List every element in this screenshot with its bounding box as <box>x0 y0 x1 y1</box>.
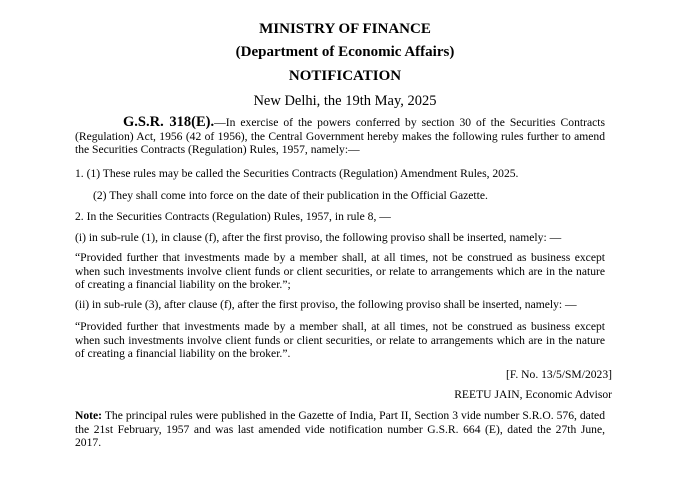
subrule-i: (i) in sub-rule (1), in clause (f), after the first proviso, the following proviso shall be inserted, namely: — <box>75 231 562 244</box>
note-paragraph <box>75 409 605 450</box>
dateline: New Delhi, the 19th May, 2025 <box>253 93 437 109</box>
rule-2: 2. In the Securities Contracts (Regulation) Rules, 1957, in rule 8, — <box>75 210 391 223</box>
department-title: (Department of Economic Affairs) <box>235 44 455 60</box>
intro-text: —In exercise of the powers conferred by section 30 of the Securities Contracts (Regulation) Act, 1956 (42 of 1956), the Central Government hereby makes the following rules further to amend the Securities Contracts (Regulation) Rules, 1957, namely:— <box>75 116 605 157</box>
proviso-i: “Provided further that investments made by a member shall, at all times, not be construed as business except when such investments involve client funds or client securities, or relate to arrangements which are in the nature of creating a financial liability on the broker.”; <box>75 251 605 292</box>
ministry-title: MINISTRY OF FINANCE <box>259 21 431 37</box>
intro-paragraph <box>75 116 605 157</box>
note-label: Note: <box>75 409 103 422</box>
signatory: REETU JAIN, Economic Advisor <box>454 388 612 401</box>
notification-title: NOTIFICATION <box>288 68 402 84</box>
file-number: [F. No. 13/5/SM/2023] <box>505 368 612 381</box>
subrule-ii: (ii) in sub-rule (3), after clause (f), after the first proviso, the following proviso shall be inserted, namely: — <box>75 298 577 311</box>
proviso-ii: “Provided further that investments made by a member shall, at all times, not be construed as business except when such investments involve client funds or client securities, or relate to arrangements which are in the nature of creating a financial liability on the broker.”. <box>75 320 605 361</box>
rule-1-1: 1. (1) These rules may be called the Securities Contracts (Regulation) Amendment Rules, 2025. <box>75 167 519 180</box>
rule-1-2: (2) They shall come into force on the date of their publication in the Official Gazette. <box>93 189 488 202</box>
gsr-number: G.S.R. 318(E). <box>123 114 215 130</box>
note-text: The principal rules were published in the Gazette of India, Part II, Section 3 vide number S.R.O. 576, dated the 21st February, 1957 and was last amended vide notification number G.S.R. 664 (E), dated the 27th June, 2017. <box>75 409 605 450</box>
